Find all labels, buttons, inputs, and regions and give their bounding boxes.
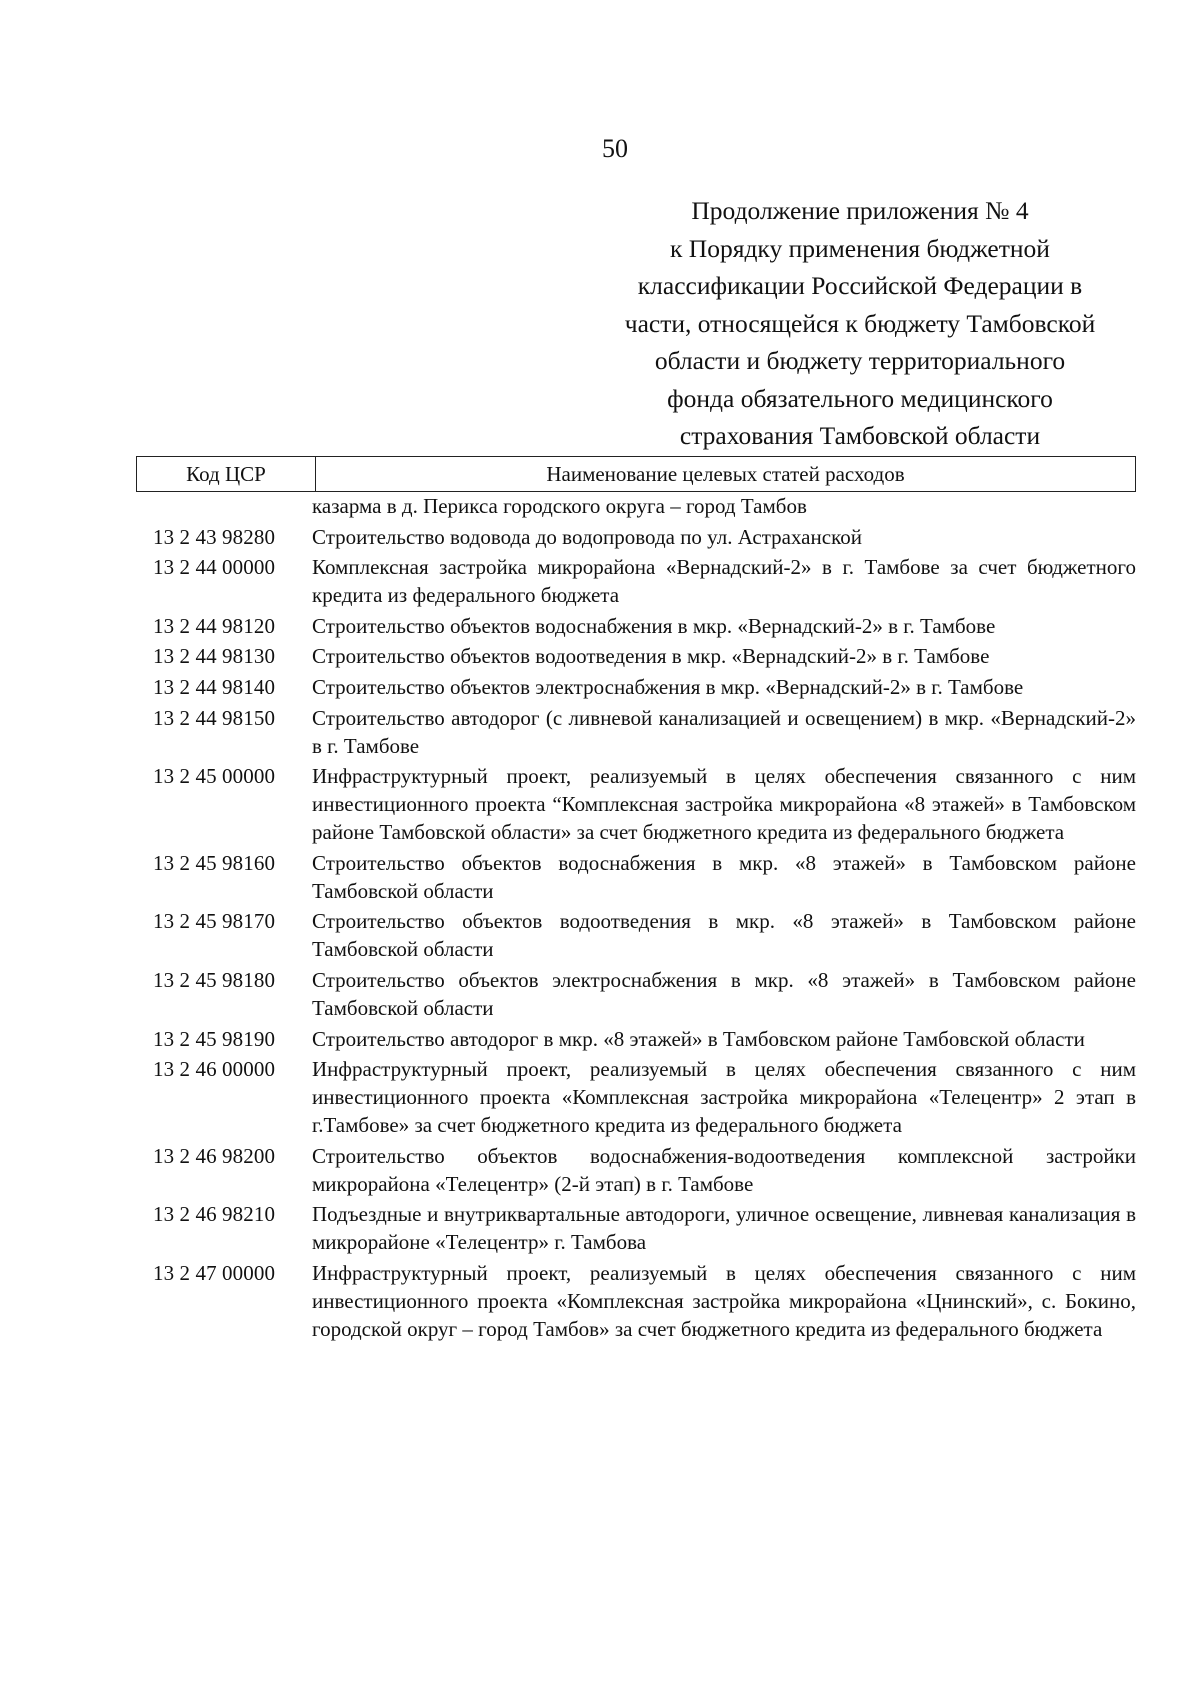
table-row	[136, 966, 1136, 1022]
table-row	[136, 849, 1136, 905]
row-code: 13 2 45 98180	[153, 967, 276, 992]
row-name: Комплексная застройка микрорайона «Вернадский-2» в г. Тамбове за счет бюджетного кредита из федерального бюджета	[312, 555, 1136, 608]
row-code: 13 2 44 98150	[153, 705, 276, 730]
table-row	[136, 553, 1136, 609]
row-name: Инфраструктурный проект, реализуемый в целях обеспечения связанного с ним инвестиционного проекта «Комплексная застройка микрорайона «Телецентр» 2 этап в г.Тамбове» за счет бюджетного кредита из федерального бюджета	[312, 1057, 1136, 1138]
row-name: Строительство объектов водоснабжения в мкр. «Вернадский-2» в г. Тамбове	[312, 613, 996, 638]
row-code: 13 2 45 00000	[153, 764, 276, 789]
heading-line: части, относящейся к бюджету Тамбовской	[624, 308, 1096, 338]
row-name: Инфраструктурный проект, реализуемый в целях обеспечения связанного с ним инвестиционного проекта «Комплексная застройка микрорайона «Цнинский», с. Бокино, городской округ – город Тамбов» за счет бюджетного кредита из федерального бюджета	[312, 1260, 1136, 1341]
row-code: 13 2 45 98170	[153, 909, 276, 934]
row-name: казарма в д. Перикса городского округа – город Тамбов	[312, 494, 807, 518]
row-name: Строительство автодорог (с ливневой канализацией и освещением) в мкр. «Вернадский-2» в г. Тамбове	[312, 705, 1136, 758]
row-name: Строительство автодорог в мкр. «8 этажей» в Тамбовском районе Тамбовской области	[312, 1026, 1085, 1051]
table-row	[136, 492, 1136, 520]
row-name: Подъездные и внутриквартальные автодороги, уличное освещение, ливневая канализация в микрорайоне «Телецентр» г. Тамбова	[312, 1202, 1136, 1255]
column-header-name: Наименование целевых статей расходов	[546, 461, 905, 486]
heading-line: области и бюджету территориального	[654, 346, 1066, 375]
row-code: 13 2 45 98190	[153, 1026, 276, 1051]
table-row	[136, 1055, 1136, 1139]
row-code: 13 2 44 98130	[153, 644, 276, 669]
page-number: 50	[602, 134, 628, 163]
row-code: 13 2 47 00000	[153, 1260, 276, 1285]
row-code: 13 2 43 98280	[153, 524, 276, 549]
row-name: Строительство объектов электроснабжения в мкр. «8 этажей» в Тамбовском районе Тамбовской области	[312, 967, 1136, 1020]
appendix-heading	[580, 192, 1140, 455]
table-row	[136, 762, 1136, 846]
table-row	[136, 1025, 1136, 1053]
column-header-code: Код ЦСР	[137, 457, 316, 491]
heading-line: классификации Российской Федерации в	[637, 271, 1083, 300]
table-row	[136, 642, 1136, 670]
table-row	[136, 612, 1136, 640]
row-code: 13 2 44 98120	[153, 613, 276, 638]
row-name: Строительство объектов электроснабжения в мкр. «Вернадский-2» в г. Тамбове	[312, 674, 1024, 699]
row-code: 13 2 46 00000	[153, 1057, 276, 1082]
table-body	[136, 492, 1136, 1343]
table-row	[136, 1200, 1136, 1256]
row-name: Строительство объектов водоотведения в мкр. «Вернадский-2» в г. Тамбове	[312, 644, 990, 669]
row-code: 13 2 44 00000	[153, 555, 276, 580]
row-code: 13 2 45 98160	[153, 850, 276, 875]
table-header	[136, 456, 1136, 492]
row-name: Строительство объектов водоотведения в мкр. «8 этажей» в Тамбовском районе Тамбовской области	[312, 909, 1136, 962]
table-row	[136, 523, 1136, 551]
table-row	[136, 1142, 1136, 1198]
row-code	[136, 492, 314, 520]
table-row	[136, 673, 1136, 701]
table-row	[136, 907, 1136, 963]
heading-line: страхования Тамбовской области	[679, 421, 1041, 450]
row-name: Строительство водовода до водопровода по ул. Астраханской	[312, 524, 862, 549]
heading-line: фонда обязательного медицинского	[667, 383, 1053, 413]
row-name: Инфраструктурный проект, реализуемый в целях обеспечения связанного с ним инвестиционного проекта “Комплексная застройка микрорайона «8 этажей» в Тамбовском районе Тамбовской области» за счет бюджетного кредита из федерального бюджета	[312, 764, 1136, 845]
heading-line: Продолжение приложения № 4	[691, 196, 1029, 225]
table-row	[136, 1259, 1136, 1343]
expense-table	[136, 456, 1136, 1346]
row-name: Строительство объектов водоснабжения-водоотведения комплексной застройки микрорайона «Телецентр» (2-й этап) в г. Тамбове	[312, 1143, 1136, 1196]
row-name: Строительство объектов водоснабжения в мкр. «8 этажей» в Тамбовском районе Тамбовской области	[312, 850, 1136, 903]
row-code: 13 2 46 98200	[153, 1143, 276, 1168]
row-code: 13 2 46 98210	[153, 1202, 276, 1227]
row-code: 13 2 44 98140	[153, 674, 276, 699]
heading-line: к Порядку применения бюджетной	[670, 233, 1050, 263]
table-row	[136, 704, 1136, 760]
